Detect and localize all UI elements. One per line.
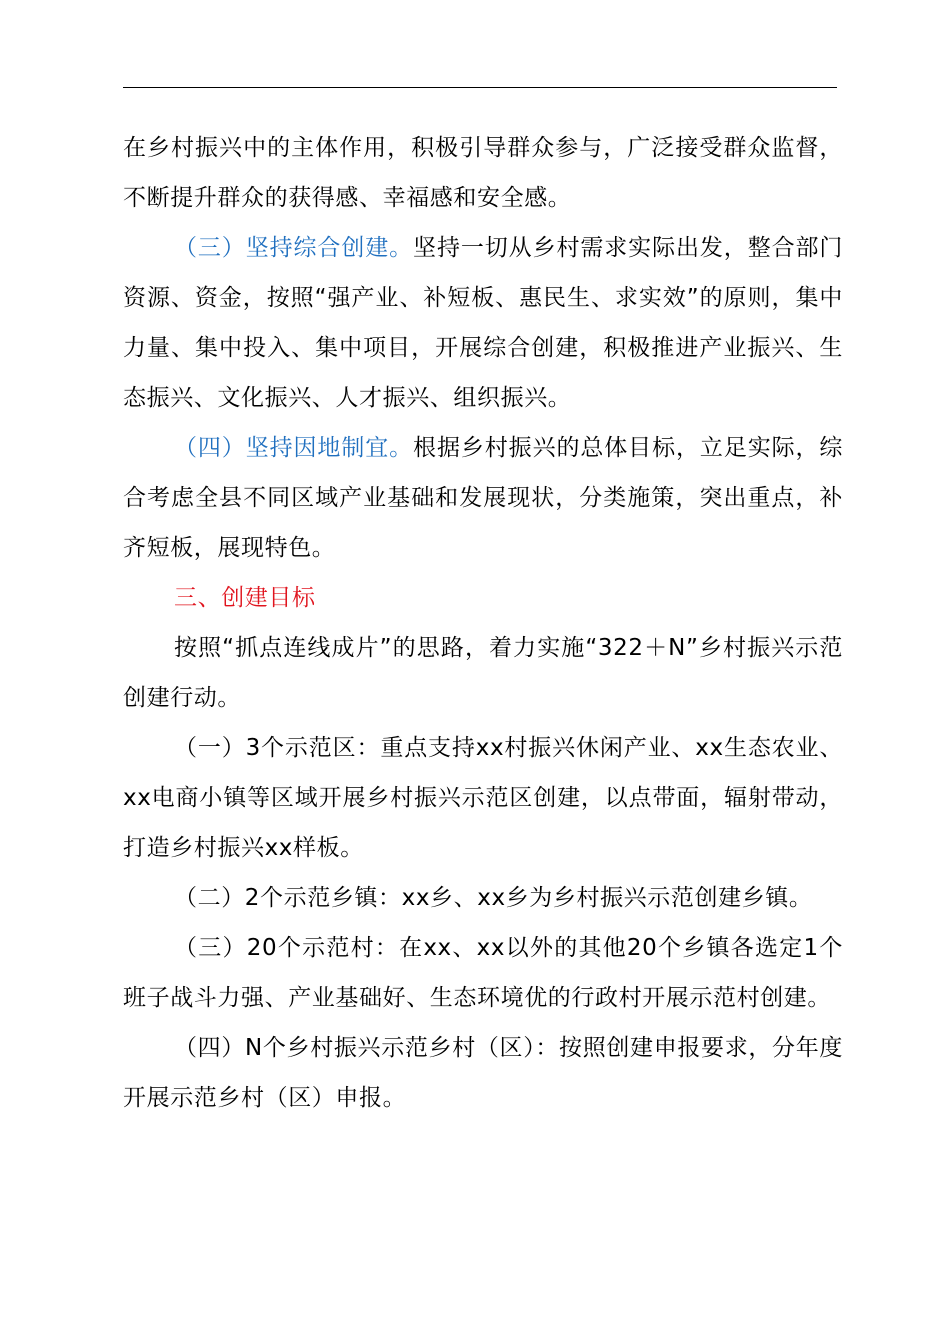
principle-3-text: 坚持一切从乡村需求实际出发，整合部门资源、资金，按照“强产业、补短板、惠民生、求实效”的原则，集中力量、集中投入、集中项目，开展综合创建，积极推进产业振兴、生态振兴、文化振兴、人才振兴、组织振兴。 <box>123 235 844 411</box>
paragraph-1-text: 在乡村振兴中的主体作用，积极引导群众参与，广泛接受群众监督，不断提升群众的获得感、幸福感和安全感。 <box>123 135 843 211</box>
principle-4-heading: （四）坚持因地制宜。 <box>174 435 414 461</box>
principle-4-text: 根据乡村振兴的总体目标，立足实际，综合考虑全县不同区域产业基础和发展现状，分类施策，突出重点，补齐短板，展现特色。 <box>123 435 844 561</box>
goal-2-text: （二）2个示范乡镇：xx乡、xx乡为乡村振兴示范创建乡镇。 <box>174 885 813 911</box>
header-rule <box>123 87 837 88</box>
intro-text: 按照“抓点连线成片”的思路，着力实施“322＋N”乡村振兴示范创建行动。 <box>123 635 843 711</box>
section-title-paragraph <box>123 573 843 623</box>
paragraph-intro <box>123 623 843 723</box>
principle-3-heading: （三）坚持综合创建。 <box>174 235 414 261</box>
document-body <box>123 123 843 1123</box>
section-title: 三、创建目标 <box>174 585 316 611</box>
paragraph-goal-1 <box>123 723 843 873</box>
paragraph-goal-3 <box>123 923 843 1023</box>
paragraph-goal-4 <box>123 1023 843 1123</box>
goal-3-text: （三）20个示范村：在xx、xx以外的其他20个乡镇各选定1个班子战斗力强、产业基础好、生态环境优的行政村开展示范村创建。 <box>123 935 843 1011</box>
paragraph-principle-4 <box>123 423 843 573</box>
paragraph-1 <box>123 123 843 223</box>
paragraph-goal-2 <box>123 873 843 923</box>
paragraph-principle-3 <box>123 223 843 423</box>
goal-1-text: （一）3个示范区：重点支持xx村振兴休闲产业、xx生态农业、xx电商小镇等区域开展乡村振兴示范区创建，以点带面，辐射带动，打造乡村振兴xx样板。 <box>123 735 843 861</box>
goal-4-text: （四）N个乡村振兴示范乡村（区）：按照创建申报要求，分年度开展示范乡村（区）申报。 <box>123 1035 843 1111</box>
